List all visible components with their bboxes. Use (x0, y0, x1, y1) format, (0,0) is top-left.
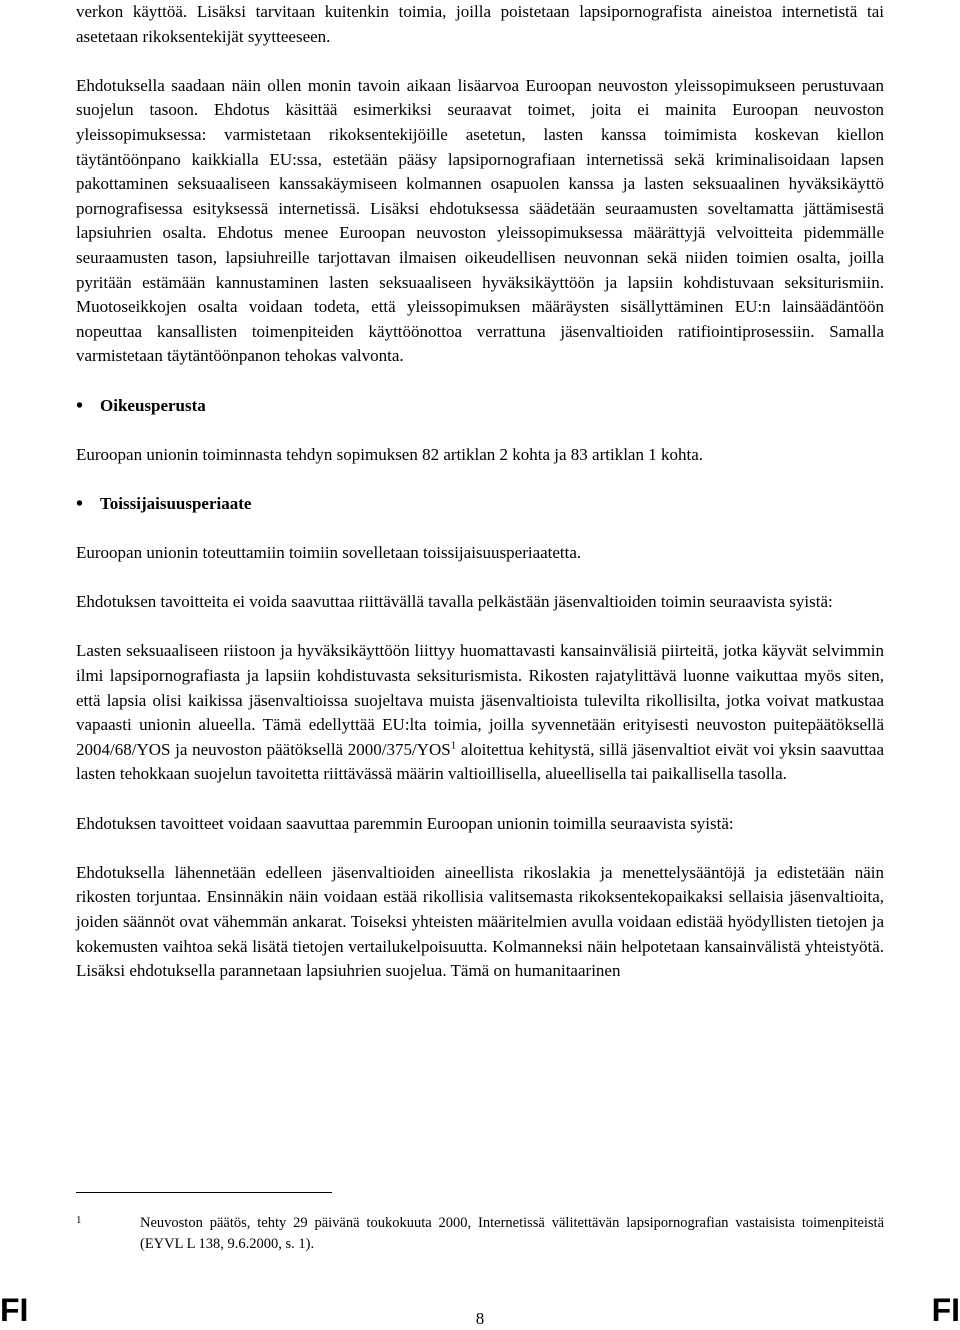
paragraph-5-part-b: aloitettua kehitystä, sillä jäsenvaltiot eivät voi yksin saavuttaa lasten tehokkaan suojelun tavoitetta riittävässä määrin valtioillisella, alueellisella tai paikallisella tasolla. (76, 739, 885, 784)
heading-subsidiarity (76, 492, 884, 517)
footnote-number: 1 (76, 1214, 82, 1226)
footer-language-left: FI (0, 1292, 29, 1328)
heading-subsidiarity-text: Toissijaisuusperiaate (100, 493, 252, 513)
footnote-divider (76, 1192, 332, 1193)
paragraph-6: Ehdotuksen tavoitteet voidaan saavuttaa paremmin Euroopan unionin toimilla seuraavista syistä: (76, 813, 734, 833)
heading-legal-basis (76, 394, 884, 419)
paragraph-4: Ehdotuksen tavoitteita ei voida saavuttaa riittävällä tavalla pelkästään jäsenvaltioiden toimin seuraavista syistä: (76, 592, 833, 612)
page-number: 8 (475, 1309, 485, 1328)
paragraph-7: Ehdotuksella lähennetään edelleen jäsenvaltioiden aineellista rikoslakia ja menettelysääntöjä ja edistetään näin rikosten torjuntaa. Ensinnäkin näin voidaan estää rikollisia valitsemasta rikoksentekopaikaksi sellaisia jäsenvaltioita, joiden säännöt ovat vähemmän ankarat. Toiseksi yhteisten määritelmien avulla voidaan edistää hyödyllisten tietojen ja kokemusten vaihtoa sekä lisätä tietojen vertailukelpoisuutta. Kolmanneksi näin helpotetaan kansainvälistä yhteistyötä. Lisäksi ehdotuksella parannetaan lapsiuhrien suojelua. Tämä on humanitaarinen (76, 862, 884, 981)
paragraph-0: verkon käyttöä. Lisäksi tarvitaan kuitenkin toimia, joilla poistetaan lapsipornografista aineistoa internetistä tai asetetaan rikoksentekijät syytteeseen. (76, 2, 884, 46)
footnote-reference[interactable]: 1 (450, 739, 457, 752)
paragraph-3: Euroopan unionin toteuttamiin toimiin sovelletaan toissijaisuusperiaatetta. (76, 543, 582, 563)
footnote (76, 1213, 884, 1255)
paragraph-5-part-a: Lasten seksuaaliseen riistoon ja hyväksikäyttöön liittyy huomattavasti kansainvälisiä piirteitä, jotka käyvät selvimmin ilmi lapsipornografiasta ja lapsiin kohdistuvasta seksiturismista. Rikosten rajatylittävä luonne vaikuttaa myös siten, että lapsia olisi kaikissa jäsenvaltioissa suojeltava muista jäsenvaltioista tulevilta rikollisilta, jotka voivat matkustaa vapaasti unionin alueella. Tämä edellyttää EU:lta toimia, joilla syvennetään erityisesti neuvoston puitepäätöksellä 2004/68/YOS ja neuvoston päätöksellä 2000/375/YOS (76, 641, 884, 759)
heading-legal-basis-text: Oikeusperusta (100, 395, 206, 415)
bullet-icon: • (76, 394, 84, 417)
paragraph-2: Euroopan unionin toiminnasta tehdyn sopimuksen 82 artiklan 2 kohta ja 83 artiklan 1 kohta. (76, 444, 703, 464)
footer-language-right: FI (931, 1292, 960, 1328)
paragraph-5 (76, 639, 884, 787)
paragraph-1: Ehdotuksella saadaan näin ollen monin tavoin aikaan lisäarvoa Euroopan neuvoston yleissopimukseen perustuvaan suojelun tasoon. Ehdotus käsittää esimerkiksi seuraavat toimet, joita ei mainita Euroopan neuvoston yleissopimuksessa: varmistetaan rikoksentekijöille asetetun, lasten kanssa toimimista koskevan kiellon täytäntöönpano kaikkialla EU:ssa, estetään pääsy lapsipornografiaan internetissä sekä kriminalisoidaan lapsen pakottaminen seksuaaliseen kanssakäymiseen kolmannen osapuolen kanssa ja lasten seksuaalinen hyväksikäyttö pornografisessa esityksessä internetissä. Lisäksi ehdotuksessa säädetään seuraamusten soveltamatta jättämisestä lapsiuhrien osalta. Ehdotus menee Euroopan neuvoston yleissopimuksessa määrättyjä velvoitteita pidemmälle seuraamusten tason, lapsiuhreille tarjottavan ilmaisen oikeudellisen neuvonnan sekä niiden toimien osalta, joilla pyritään estämään kannustaminen lasten seksuaaliseen hyväksikäyttöön ja lapsiin kohdistuvaan seksiturismiin. Muotoseikkojen osalta voidaan todeta, että yleissopimuksen määräysten sisällyttäminen EU:n lainsäädäntöön nopeuttaa kansallisten toimenpiteiden käyttöönottoa verrattuna jäsenvaltioiden ratifiointiprosessiin. Samalla varmistetaan täytäntöönpanon tehokas valvonta. (76, 75, 884, 366)
footnote-text: Neuvoston päätös, tehty 29 päivänä toukokuuta 2000, Internetissä välitettävän lapsipornografian vastaisista toimenpiteistä (EYVL L 138, 9.6.2000, s. 1). (140, 1215, 884, 1252)
document-body (76, 0, 884, 984)
bullet-icon: • (76, 492, 84, 515)
